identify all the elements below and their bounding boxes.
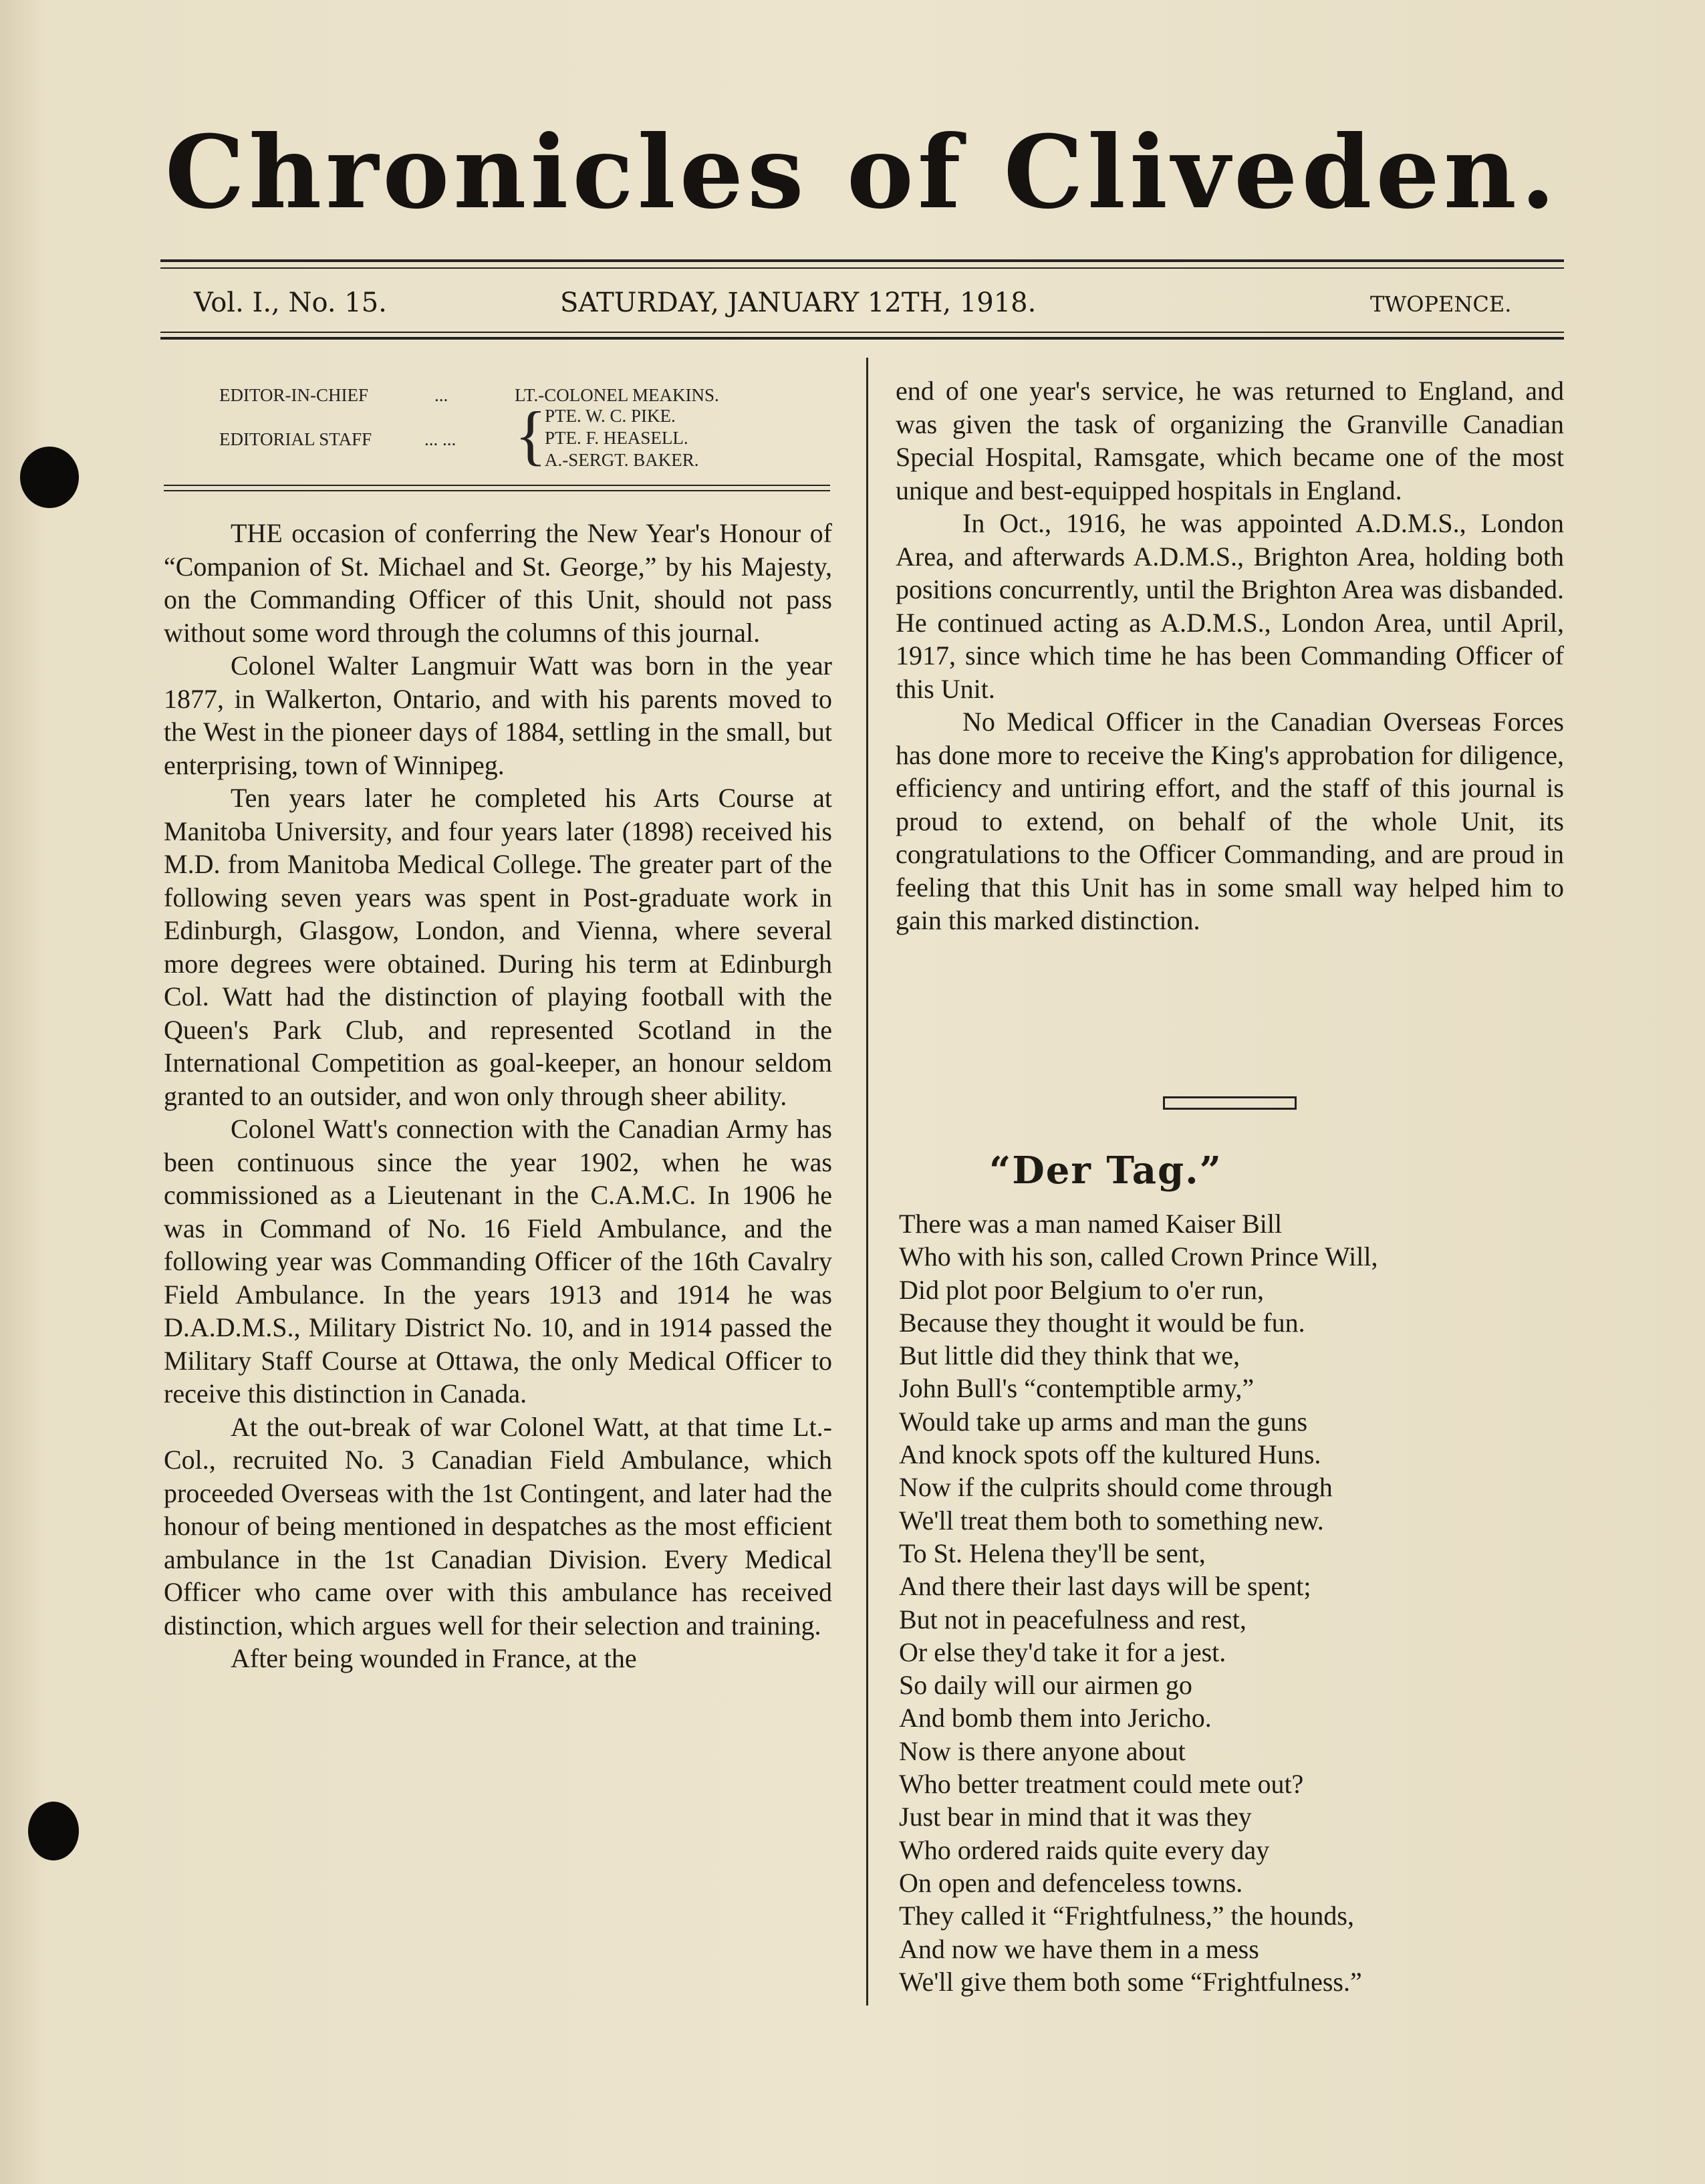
poem-line: But not in peacefulness and rest, — [899, 1604, 1247, 1634]
article-paragraph: In Oct., 1916, he was appointed A.D.M.S., London Area, and afterwards A.D.M.S., Brighton Area, holding both positions concurrently, until the Brighton Area was disbanded. He continued acting as A.D.M.S., London Area, until April, 1917, since which time he has been Commanding Officer of this Unit. — [896, 508, 1564, 704]
poem-line: We'll give them both some “Frightfulness.” — [899, 1966, 1362, 1997]
article-paragraph: Ten years later he completed his Arts Course at Manitoba University, and four years later (1898) received his M.D. from Manitoba Medical College. The greater part of the following seven years was spent in Post-graduate work in Edinburgh, Glasgow, London, and Vienna, where several more degrees were obtained. During his term at Edinburgh Col. Watt had the distinction of playing football with the Queen's Park Club, and represented Scotland in the International Competition as goal-keeper, an honour seldom granted to an outsider, and won only through sheer ability. — [164, 783, 832, 1111]
article-paragraph: At the out-break of war Colonel Watt, at that time Lt.-Col., recruited No. 3 Canadian Field Ambulance, which proceeded Overseas with the 1st Contingent, and later had the honour of being mentioned in despatches as the most efficient ambulance in the 1st Canadian Division. Every Medical Officer who came over with this ambulance has received distinction, which argues well for their selection and training. — [164, 1411, 832, 1641]
issue-date: SATURDAY, JANUARY 12TH, 1918. — [560, 287, 1037, 318]
poem-line: There was a man named Kaiser Bill — [899, 1209, 1283, 1239]
poem-line: Now if the culprits should come through — [899, 1472, 1333, 1503]
staff-name-3: A.-SERGT. BAKER. — [545, 450, 699, 470]
poem-line: Now is there anyone about — [899, 1735, 1186, 1766]
poem-line: Because they thought it would be fun. — [899, 1307, 1305, 1338]
section-ornament — [1163, 1096, 1297, 1110]
column-divider — [866, 358, 868, 2006]
poem-line: Who better treatment could mete out? — [899, 1769, 1304, 1800]
poem-line: Or else they'd take it for a jest. — [899, 1636, 1226, 1667]
poem-line: We'll treat them both to something new. — [899, 1505, 1324, 1536]
article-right-column — [896, 374, 1564, 937]
poem-line: Who with his son, called Crown Prince Will, — [899, 1241, 1378, 1272]
binder-hole-top — [20, 447, 79, 508]
poem-line: They called it “Frightfulness,” the hounds, — [899, 1901, 1354, 1931]
editor-label: EDITOR-IN-CHIEF — [219, 385, 368, 405]
staff-dots: ... ... — [424, 429, 456, 449]
staff-rule-top — [164, 485, 830, 486]
staff-name-2: PTE. F. HEASELL. — [545, 428, 688, 448]
binder-hole-bottom — [28, 1802, 79, 1860]
issue-price: TWOPENCE. — [1370, 291, 1512, 317]
issue-rule-top — [160, 332, 1564, 333]
poem-line: So daily will our airmen go — [899, 1670, 1192, 1701]
masthead-rule-bottom — [160, 267, 1564, 269]
poem-line: John Bull's “contemptible army,” — [899, 1373, 1255, 1404]
article-paragraph: end of one year's service, he was returned to England, and was given the task of organizing the Granville Canadian Special Hospital, Ramsgate, which became one of the most unique and best-equipped hospitals in England. — [896, 376, 1564, 505]
poem-line: And knock spots off the kultured Huns. — [899, 1439, 1321, 1470]
article-paragraph: After being wounded in France, at the — [231, 1643, 637, 1673]
article-paragraph: THE occasion of conferring the New Year's Honour of “Companion of St. Michael and St. George,” by his Majesty, on the Commanding Officer of this Unit, should not pass without some word through the columns of this journal. — [164, 518, 832, 648]
poem-line: But little did they think that we, — [899, 1340, 1240, 1371]
staff-brace: { — [515, 398, 547, 472]
staff-rule-bottom — [164, 490, 830, 491]
article-paragraph: No Medical Officer in the Canadian Overseas Forces has done more to receive the King's approbation for diligence, efficiency and untiring effort, and the staff of this journal is proud to extend, on behalf of the whole Unit, its congratulations to the Officer Commanding, and are proud in feeling that this Unit has in some small way helped him to gain this marked distinction. — [896, 707, 1564, 935]
poem-line: And now we have them in a mess — [899, 1933, 1259, 1964]
issue-rule-bottom — [160, 337, 1564, 340]
poem-line: Did plot poor Belgium to o'er run, — [899, 1274, 1265, 1305]
poem-line: Who ordered raids quite every day — [899, 1834, 1270, 1865]
poem-line: Would take up arms and man the guns — [899, 1406, 1308, 1437]
article-left-column — [164, 517, 832, 1675]
editor-name: LT.-COLONEL MEAKINS. — [515, 385, 719, 405]
article-paragraph: Colonel Walter Langmuir Watt was born in the year 1877, in Walkerton, Ontario, and with his parents moved to the West in the pioneer days of 1884, settling in the small, but enterprising, town of Winnipeg. — [164, 650, 832, 780]
article-paragraph: Colonel Watt's connection with the Canadian Army has been continuous since the year 1902, when he was commissioned as a Lieutenant in the C.A.M.C. In 1906 he was in Command of No. 16 Field Ambulance, and the following year was Commanding Officer of the 16th Cavalry Field Ambulance. In the years 1913 and 1914 he was D.A.D.M.S., Military District No. 10, and in 1914 passed the Military Staff Course at Ottawa, the only Medical Officer to receive this distinction in Canada. — [164, 1114, 832, 1409]
poem-line: And there their last days will be spent; — [899, 1571, 1311, 1602]
staff-label: EDITORIAL STAFF — [219, 429, 372, 449]
editor-dots: ... — [434, 385, 448, 405]
poem-line: Just bear in mind that it was they — [899, 1802, 1252, 1832]
poem-body — [899, 1207, 1378, 1998]
masthead-title: Chronicles of Cliveden. — [164, 114, 1560, 231]
masthead-rule-top — [160, 259, 1564, 262]
poem-line: To St. Helena they'll be sent, — [899, 1538, 1206, 1568]
issue-volume: Vol. I., No. 15. — [194, 287, 387, 318]
poem-line: And bomb them into Jericho. — [899, 1703, 1212, 1733]
staff-name-1: PTE. W. C. PIKE. — [545, 406, 676, 426]
poem-title: “Der Tag.” — [989, 1148, 1222, 1193]
poem-line: On open and defenceless towns. — [899, 1867, 1243, 1898]
